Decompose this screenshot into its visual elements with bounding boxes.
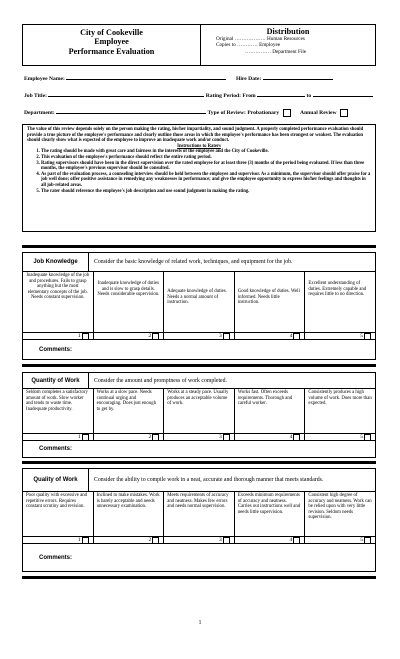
rating-option-2[interactable] (94, 333, 165, 339)
rating-checkbox[interactable] (82, 434, 89, 441)
instruction-item: 1. The rating should be made with great care and fairness in the interests of the employee and the City of Cookeville. (41, 149, 371, 155)
rating-option-3[interactable] (164, 333, 235, 339)
level-3-text: Works at a steady pace. Usually produces an acceptable volume of work. (164, 388, 235, 433)
section-job-knowledge (22, 252, 376, 360)
distribution-block (201, 25, 375, 65)
level-5-text: Consistent high degree of accuracy and neatness. Work can be relied upon with very little revision. Seldom needs supervision. (308, 493, 372, 521)
rating-checkbox[interactable] (152, 333, 159, 340)
rating-scale (23, 332, 375, 340)
rating-checkbox[interactable] (293, 434, 300, 441)
city-name: City of Cookeville (80, 28, 143, 37)
section-description: Consider the ability to compile work in a neat, accurate and thorough manner that meets standards. (94, 477, 324, 483)
hire-date-field[interactable] (263, 74, 333, 80)
form-title: Performance Evaluation (68, 46, 155, 56)
instructions-list (27, 149, 371, 194)
comments-label: Comments: (38, 446, 72, 452)
job-title-row (24, 91, 373, 99)
annual-review-checkbox[interactable] (340, 109, 348, 117)
instruction-item: 4. As part of the evaluation process, a counseling interview should be held between the employee and supervisor. As a minimum, the supervisor should offer praise for a job well done; offer positive assistance in remedying any weaknesses in performance; and give the employee opportunity to express his/her feelings and thoughts in all job-related areas. (41, 172, 371, 189)
probationary-checkbox[interactable] (283, 109, 291, 117)
rating-checkbox[interactable] (82, 537, 89, 544)
rating-period-label: Rating Period: From (205, 93, 256, 99)
annual-review-label: Annual Review (300, 110, 337, 116)
section-quality-of-work (22, 468, 376, 572)
rating-checkbox[interactable] (223, 434, 230, 441)
section-description: Consider the basic knowledge of related work, techniques, and equipment for the job. (94, 259, 293, 265)
department-row (24, 108, 348, 117)
rating-to-label: to (306, 93, 312, 99)
rating-checkbox[interactable] (293, 333, 300, 340)
hire-date-label: Hire Date: (236, 76, 262, 82)
job-title-field[interactable] (48, 91, 204, 97)
comments-area[interactable] (23, 340, 375, 359)
comments-label: Comments: (38, 346, 72, 353)
intro-text: The value of this review depends solely on the person making the rating, his/her impartiality, and sound judgment. A properly completed performance evaluation should provide a true picture of the employee's performance and clearly outline those areas in which the employee's performance has been strongest or weakest. The evaluation should clearly show what is expected of the employee to improve an inadequate work and/or conduct. (27, 127, 364, 144)
job-title-label: Job Title: (24, 93, 47, 99)
distribution-line: Copies to ………… Employee (216, 42, 281, 49)
probationary-label: Probationary (247, 110, 280, 116)
rating-number: 3 (219, 333, 222, 339)
level-1-text: Inadequate knowledge of the job and procedures. Fails to grasp anything but the most elementary concepts of the job. Needs constant supervision. (23, 271, 94, 332)
level-5-text: Consistently produces a high volume of work. Does more than expected. (308, 390, 372, 407)
instructions-box (22, 124, 376, 232)
section-header (23, 253, 375, 272)
section-quantity-of-work (22, 372, 376, 458)
level-2-text: Inadequate knowledge of duties and is slow to grasp details. Needs considerable supervision. (94, 271, 165, 332)
rating-scale (23, 536, 375, 544)
section-header (23, 469, 375, 492)
rating-option-4[interactable] (235, 537, 306, 543)
comments-label: Comments: (38, 554, 72, 561)
rating-checkbox[interactable] (223, 537, 230, 544)
rating-checkbox[interactable] (364, 333, 371, 340)
rating-number: 4 (289, 333, 293, 339)
instruction-item: 2. This evaluation of the employee's performance should reflect the entire rating period. (41, 155, 371, 161)
rating-descriptions (23, 271, 375, 332)
rating-option-2[interactable] (94, 434, 165, 440)
rating-number: 3 (219, 434, 222, 440)
section-divider (22, 461, 376, 464)
page-number: 1 (198, 620, 202, 626)
rating-option-5[interactable] (305, 434, 375, 440)
rating-checkbox[interactable] (152, 434, 159, 441)
rating-number: 1 (77, 333, 81, 339)
level-1-text: Poor quality with excessive and repetitive errors. Requires constant scrutiny and revision. (23, 491, 94, 536)
rating-number: 2 (148, 537, 152, 543)
section-title: Job Knowledge (23, 253, 89, 271)
rating-option-4[interactable] (235, 333, 306, 339)
rating-number: 4 (289, 434, 293, 440)
level-3-text: Adequate knowledge of duties. Needs a normal amount of instruction. (164, 271, 235, 332)
rating-descriptions (23, 491, 375, 536)
employee-name-row (24, 74, 226, 82)
department-label: Department: (24, 110, 55, 116)
level-4-text: Works fast. Often exceeds requirements. Thorough and careful worker. (235, 388, 306, 433)
comments-area[interactable] (23, 441, 375, 457)
section-divider (22, 245, 376, 248)
rating-checkbox[interactable] (293, 537, 300, 544)
rating-option-4[interactable] (235, 434, 306, 440)
distribution-line: Original ……………… Human Resources (216, 36, 305, 42)
type-review-label: Type of Review: (207, 110, 246, 116)
section-title: Quality of Work (23, 469, 89, 491)
level-2-text: Inclined to make mistakes. Work is barely acceptable and needs unnecessary examination. (94, 491, 165, 536)
level-2-text: Works at a slow pace. Needs continual urging and encouraging. Does just enough to get by. (94, 388, 165, 433)
rating-number: 2 (148, 434, 152, 440)
distribution-line: …………… Department File (245, 48, 307, 55)
instruction-item: 3. Rating supervisors should have been in the direct supervision over the rated employee for at least three (3) months of the period being evaluated. If less than three months, the employee's previous supervisor should be consulted. (41, 161, 371, 172)
rating-from-field[interactable] (257, 91, 305, 97)
level-5-text: Excellent understanding of duties. Extremely capable and requires little to no direction. (308, 281, 367, 298)
rating-option-1[interactable] (23, 434, 94, 440)
form-title-block (23, 25, 201, 65)
rating-number: 5 (360, 333, 363, 339)
rating-number: 4 (289, 537, 293, 543)
rating-scale (23, 433, 375, 441)
employee-name-label: Employee Name: (24, 76, 65, 82)
rating-option-2[interactable] (94, 537, 165, 543)
rating-to-field[interactable] (313, 91, 373, 97)
rating-number: 3 (219, 537, 222, 543)
rating-option-5[interactable] (305, 537, 375, 543)
rating-option-1[interactable] (23, 333, 94, 339)
section-title: Quantity of Work (23, 373, 89, 388)
employee-heading: Employee (94, 37, 129, 47)
rating-checkbox[interactable] (364, 434, 371, 441)
form-header (22, 24, 376, 66)
level-4-text: Exceeds minimum requirements of accuracy and neatness. Carries out instructions well and needs little supervision. (235, 491, 306, 536)
rating-number: 2 (148, 333, 152, 339)
rating-checkbox[interactable] (223, 333, 230, 340)
rating-option-1[interactable] (23, 537, 94, 543)
rating-checkbox[interactable] (82, 333, 89, 340)
level-4-text: Good knowledge of duties. Well informed. Needs little instruction. (235, 271, 306, 332)
rating-number: 5 (360, 434, 363, 440)
rating-descriptions (23, 388, 375, 433)
section-description: Consider the amount and promptness of work completed. (94, 377, 227, 384)
section-divider (22, 364, 376, 367)
level-3-text: Meets requirements of accuracy and neatness. Makes few errors and needs normal supervision. (164, 491, 235, 536)
employee-name-field[interactable] (66, 74, 226, 80)
level-1-text: Seldom completes a satisfactory amount of work. Slow worker and tends to waste time. Inadequate productivity. (23, 388, 94, 433)
hire-date-row (236, 74, 333, 82)
instructions-title: Instructions to Raters (177, 143, 221, 149)
rating-number: 1 (77, 537, 81, 543)
rating-checkbox[interactable] (152, 537, 159, 544)
section-header (23, 373, 375, 389)
rating-option-5[interactable] (305, 333, 375, 339)
rating-option-3[interactable] (164, 434, 235, 440)
section-divider (22, 576, 376, 579)
rating-number: 5 (360, 537, 363, 543)
rating-option-3[interactable] (164, 537, 235, 543)
distribution-title: Distribution (266, 27, 310, 36)
rating-number: 1 (77, 434, 81, 440)
department-field[interactable] (56, 108, 206, 114)
rating-checkbox[interactable] (364, 537, 371, 544)
comments-area[interactable] (23, 544, 375, 571)
instruction-item: 5. The rater should reference the employee's job description and use sound judgment in making the rating. (41, 189, 371, 195)
